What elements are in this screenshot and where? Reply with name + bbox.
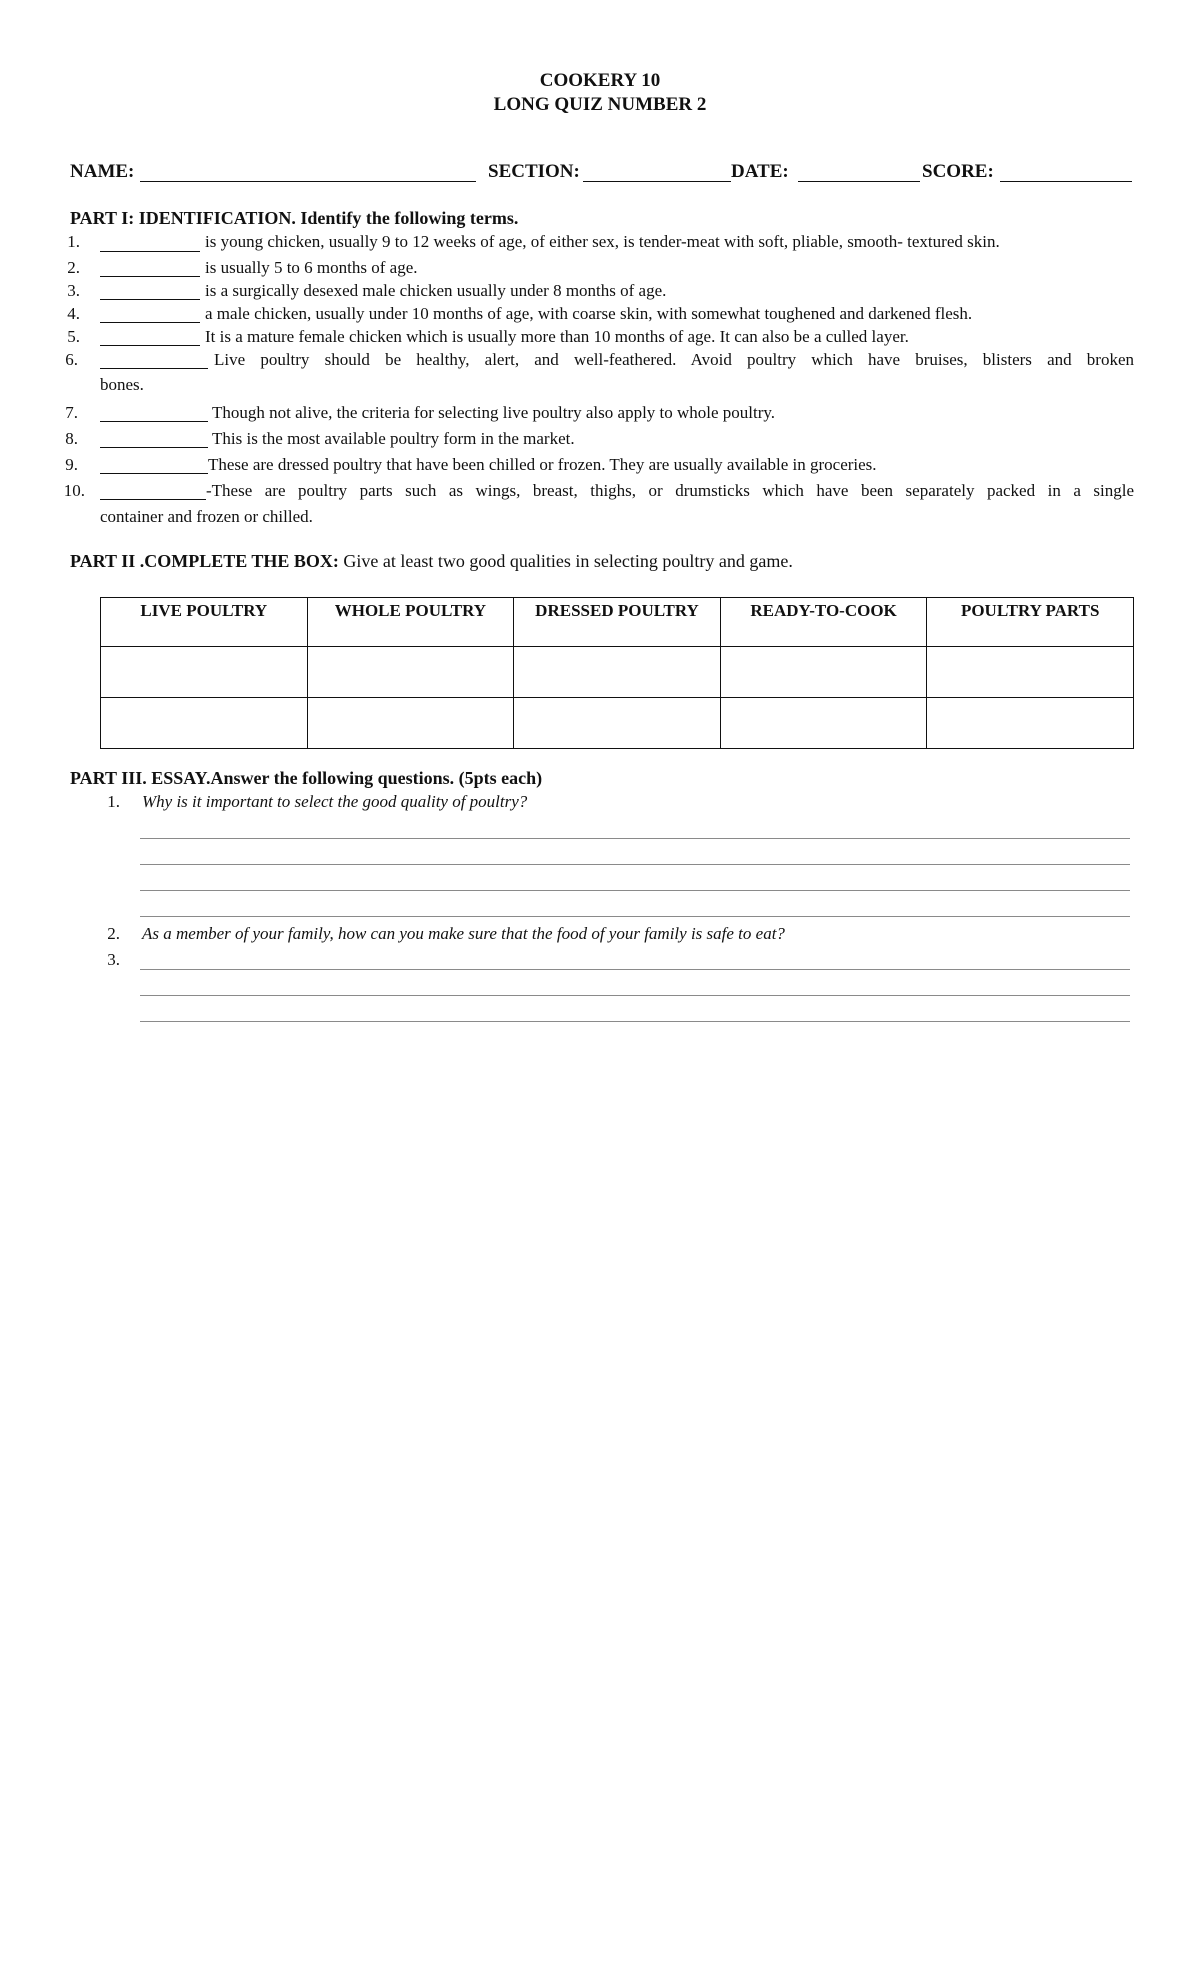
table-cell[interactable]: [720, 647, 927, 698]
answer-blank[interactable]: [100, 447, 208, 448]
poultry-qualities-table: [100, 597, 1134, 749]
item-number: 7.: [65, 403, 78, 422]
date-label: DATE:: [731, 161, 789, 182]
answer-line[interactable]: [140, 1021, 1130, 1022]
answer-line[interactable]: [140, 916, 1130, 917]
score-field[interactable]: [1000, 181, 1132, 182]
table-cell[interactable]: [927, 647, 1134, 698]
item-number: 8.: [65, 429, 78, 448]
column-header-dressed-poultry: DRESSED POULTRY: [514, 598, 721, 647]
essay-number: 2.: [107, 924, 120, 943]
part3-heading: [70, 768, 542, 789]
page-subtitle: LONG QUIZ NUMBER 2: [493, 94, 707, 115]
answer-blank[interactable]: [100, 276, 200, 277]
item-text: is a surgically desexed male chicken usually under 8 months of age.: [205, 281, 667, 300]
answer-blank[interactable]: [100, 251, 200, 252]
section-label: SECTION:: [488, 161, 580, 182]
section-field[interactable]: [583, 181, 731, 182]
item-text: Live poultry should be healthy, alert, and well-feathered. Avoid poultry which have bruises, blisters and broken: [214, 350, 1134, 369]
table-cell[interactable]: [101, 698, 308, 749]
item-number: 5.: [67, 327, 80, 346]
student-info-row: [70, 161, 1132, 185]
column-header-whole-poultry: WHOLE POULTRY: [307, 598, 514, 647]
item-number: 2.: [67, 258, 80, 277]
item-text: These are dressed poultry that have been chilled or frozen. They are usually available in groceries.: [208, 455, 877, 474]
answer-line[interactable]: [140, 864, 1130, 865]
table-header-row: [101, 598, 1134, 647]
table-cell[interactable]: [101, 647, 308, 698]
answer-blank[interactable]: [100, 473, 208, 474]
answer-blank[interactable]: [100, 499, 206, 500]
item-text-continuation: bones.: [100, 375, 144, 394]
table-cell[interactable]: [720, 698, 927, 749]
essay-number: 3.: [107, 950, 120, 969]
essay-number: 1.: [107, 792, 120, 811]
table-cell[interactable]: [307, 647, 514, 698]
item-number: 10.: [63, 481, 85, 500]
part2-heading-instructions: Give at least two good qualities in selecting poultry and game.: [338, 551, 793, 571]
item-text: Though not alive, the criteria for selecting live poultry also apply to whole poultry.: [212, 403, 776, 422]
item-text: a male chicken, usually under 10 months of age, with coarse skin, with somewhat toughened and darkened flesh.: [205, 304, 973, 323]
part1-heading-text: PART I: IDENTIFICATION. Identify the following terms.: [70, 208, 519, 228]
item-text: is usually 5 to 6 months of age.: [205, 258, 418, 277]
item-text: is young chicken, usually 9 to 12 weeks of age, of either sex, is tender-meat with soft, pliable, smooth- textured skin.: [205, 232, 1000, 251]
part2-heading-bold: PART II .COMPLETE THE BOX:: [70, 551, 339, 571]
essay-question: As a member of your family, how can you make sure that the food of your family is safe to eat?: [142, 924, 785, 943]
table-cell[interactable]: [514, 698, 721, 749]
answer-line[interactable]: [140, 890, 1130, 891]
name-field[interactable]: [140, 181, 476, 182]
answer-blank[interactable]: [100, 299, 200, 300]
item-text: It is a mature female chicken which is usually more than 10 months of age. It can also be a culled layer.: [205, 327, 909, 346]
item-text: -These are poultry parts such as wings, breast, thighs, or drumsticks which have been separately packed in a single: [206, 481, 1134, 500]
answer-blank[interactable]: [100, 368, 208, 369]
column-header-live-poultry: LIVE POULTRY: [101, 598, 308, 647]
part3-heading-text: PART III. ESSAY.Answer the following questions. (5pts each): [70, 768, 543, 788]
answer-blank[interactable]: [100, 421, 208, 422]
item-text: This is the most available poultry form in the market.: [212, 429, 575, 448]
table-cell[interactable]: [927, 698, 1134, 749]
answer-line[interactable]: [140, 838, 1130, 839]
item-number: 1.: [67, 232, 80, 251]
answer-line[interactable]: [140, 995, 1130, 996]
table-cell[interactable]: [307, 698, 514, 749]
name-label: NAME:: [70, 161, 135, 182]
item-text-continuation: container and frozen or chilled.: [100, 507, 313, 526]
column-header-poultry-parts: POULTRY PARTS: [927, 598, 1134, 647]
item-number: 4.: [67, 304, 80, 323]
item-number: 9.: [65, 455, 78, 474]
part2-heading: [70, 551, 793, 572]
score-label: SCORE:: [922, 161, 994, 182]
item-number: 6.: [65, 350, 78, 369]
table-row: [101, 647, 1134, 698]
column-header-ready-to-cook: READY-TO-COOK: [720, 598, 927, 647]
table-row: [101, 698, 1134, 749]
date-field[interactable]: [798, 181, 920, 182]
part1-heading: [70, 208, 518, 229]
essay-question: Why is it important to select the good quality of poultry?: [142, 792, 528, 811]
answer-blank[interactable]: [100, 322, 200, 323]
table-cell[interactable]: [514, 647, 721, 698]
item-number: 3.: [67, 281, 80, 300]
answer-line[interactable]: [140, 969, 1130, 970]
answer-blank[interactable]: [100, 345, 200, 346]
page-title: COOKERY 10: [539, 70, 661, 91]
